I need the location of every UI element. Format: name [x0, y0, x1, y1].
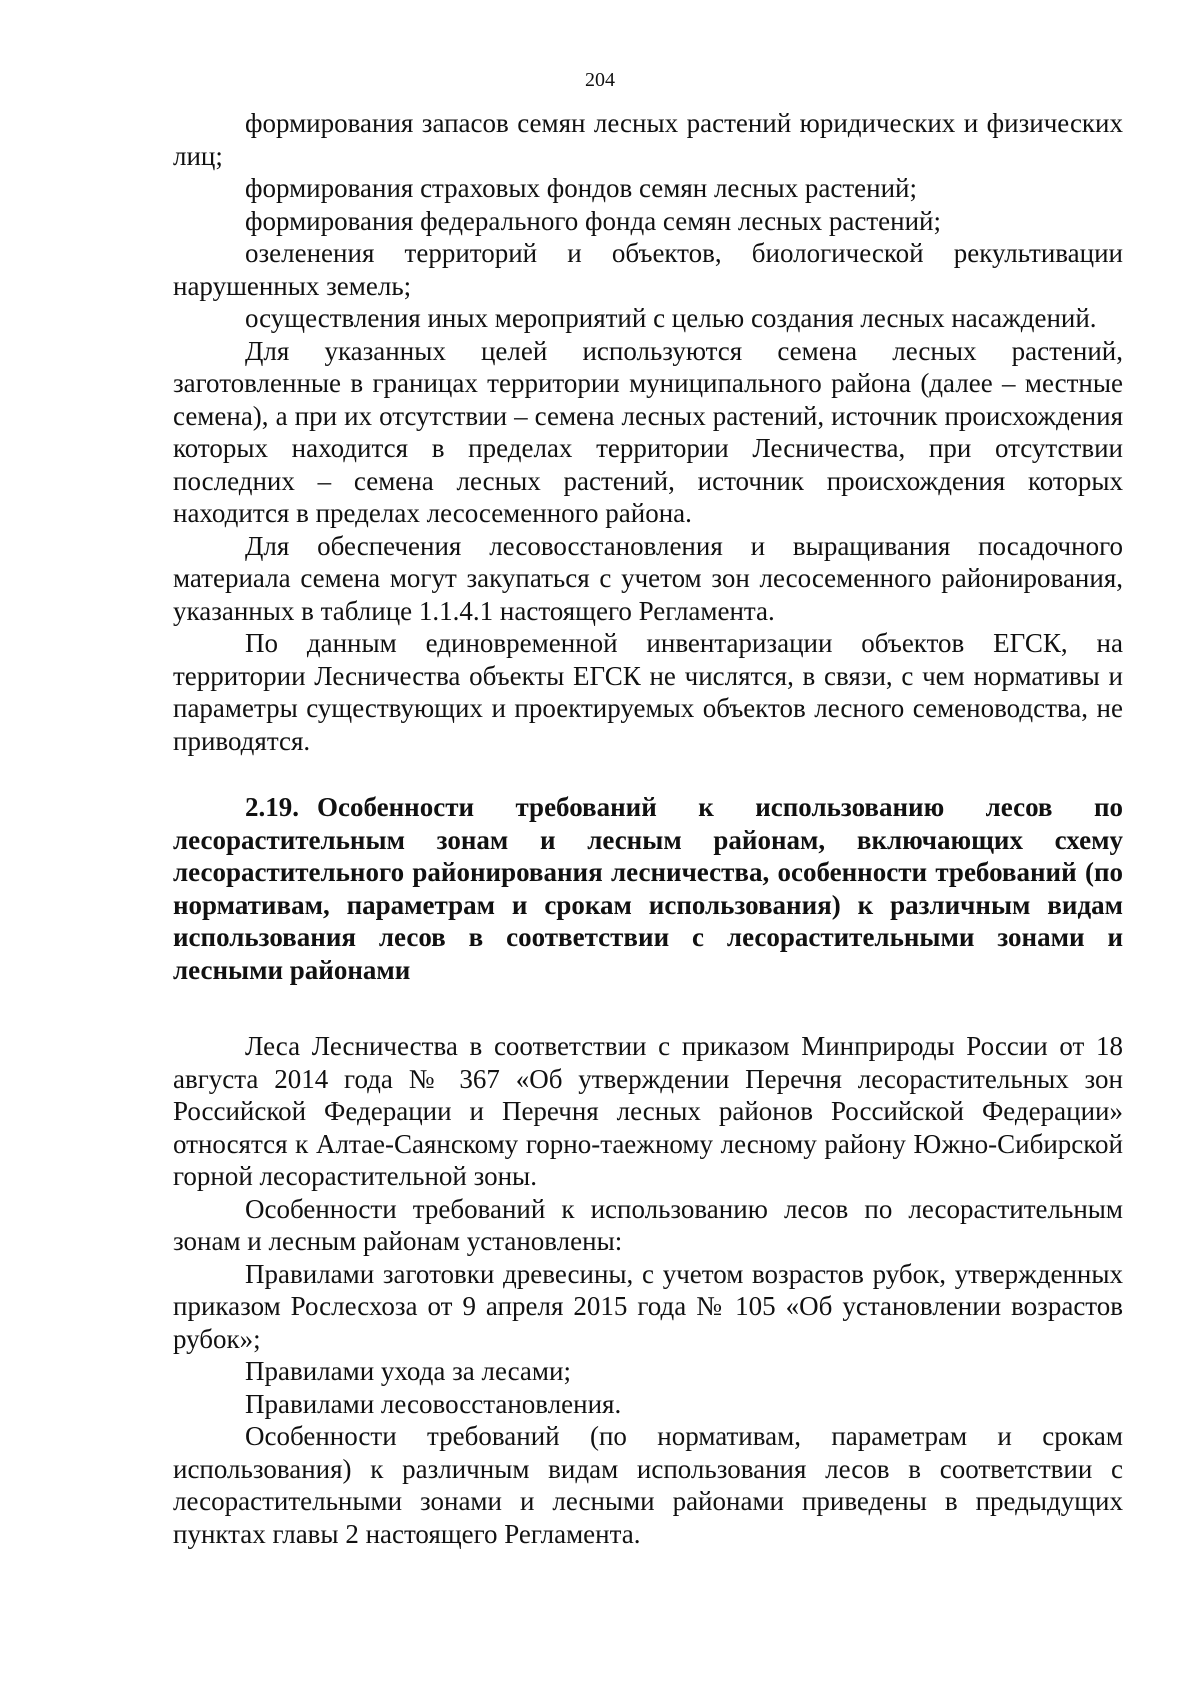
section-number: 2.19. [245, 792, 299, 822]
paragraph: Леса Лесничества в соответствии с приказом Минприроды России от 18 августа 2014 года № 367 «Об утверждении Перечня лесорастительных зон Российской Федерации и Перечня лесных районов Российской Федерации» относятся к Алтае-Саянскому горно-таежному лесному району Южно-Сибирской горной лесорастительной зоны. [173, 1031, 1123, 1191]
paragraph: формирования федерального фонда семян лесных растений; [245, 205, 941, 236]
page-number: 204 [585, 69, 615, 91]
paragraph: Особенности требований (по нормативам, параметрам и срокам использования) к различным видам использования лесов в соответствии с лесорастительными зонами и лесными районами приведены в предыдущих пунктах главы 2 настоящего Регламента. [173, 1421, 1123, 1549]
section-heading [173, 791, 1123, 986]
paragraph: Особенности требований к использованию лесов по лесорастительным зонам и лесным районам установлены: [173, 1193, 1123, 1256]
document-body [173, 107, 1123, 1550]
paragraph: По данным единовременной инвентаризации объектов ЕГСК, на территории Лесничества объекты ЕГСК не числятся, в связи, с чем нормативы и параметры существующих и проектируемых объектов лесного семеноводства, не приводятся. [173, 628, 1123, 756]
paragraph: Для указанных целей используются семена лесных растений, заготовленные в границах территории муниципального района (далее – местные семена), а при их отсутствии – семена лесных растений, источник происхождения которых находится в пределах территории Лесничества, при отсутствии последних – семена лесных растений, источник происхождения которых находится в пределах лесосеменного района. [173, 335, 1123, 528]
paragraph: осуществления иных мероприятий с целью создания лесных насаждений. [245, 303, 1097, 333]
paragraph: формирования запасов семян лесных растений юридических и физических лиц; [173, 108, 1123, 171]
section-title: Особенности требований к использованию лесов по лесорастительным зонам и лесным районам, включающих схему лесорастительного районирования лесничества, особенности требований (по нормативам, параметрам и срокам использования) к различным видам использования лесов в соответствии с лесорастительными зонами и лесными районами [173, 792, 1123, 985]
paragraph: Правилами лесовосстановления. [245, 1388, 622, 1419]
paragraph: Правилами ухода за лесами; [245, 1356, 571, 1386]
paragraph: Правилами заготовки древесины, с учетом возрастов рубок, утвержденных приказом Рослесхоза от 9 апреля 2015 года № 105 «Об установлении возрастов рубок»; [173, 1258, 1123, 1354]
paragraph: Для обеспечения лесовосстановления и выращивания посадочного материала семена могут закупаться с учетом зон лесосеменного районирования, указанных в таблице 1.1.4.1 настоящего Регламента. [173, 530, 1123, 626]
paragraph: формирования страховых фондов семян лесных растений; [245, 173, 918, 203]
paragraph: озеленения территорий и объектов, биологической рекультивации нарушенных земель; [173, 238, 1123, 301]
